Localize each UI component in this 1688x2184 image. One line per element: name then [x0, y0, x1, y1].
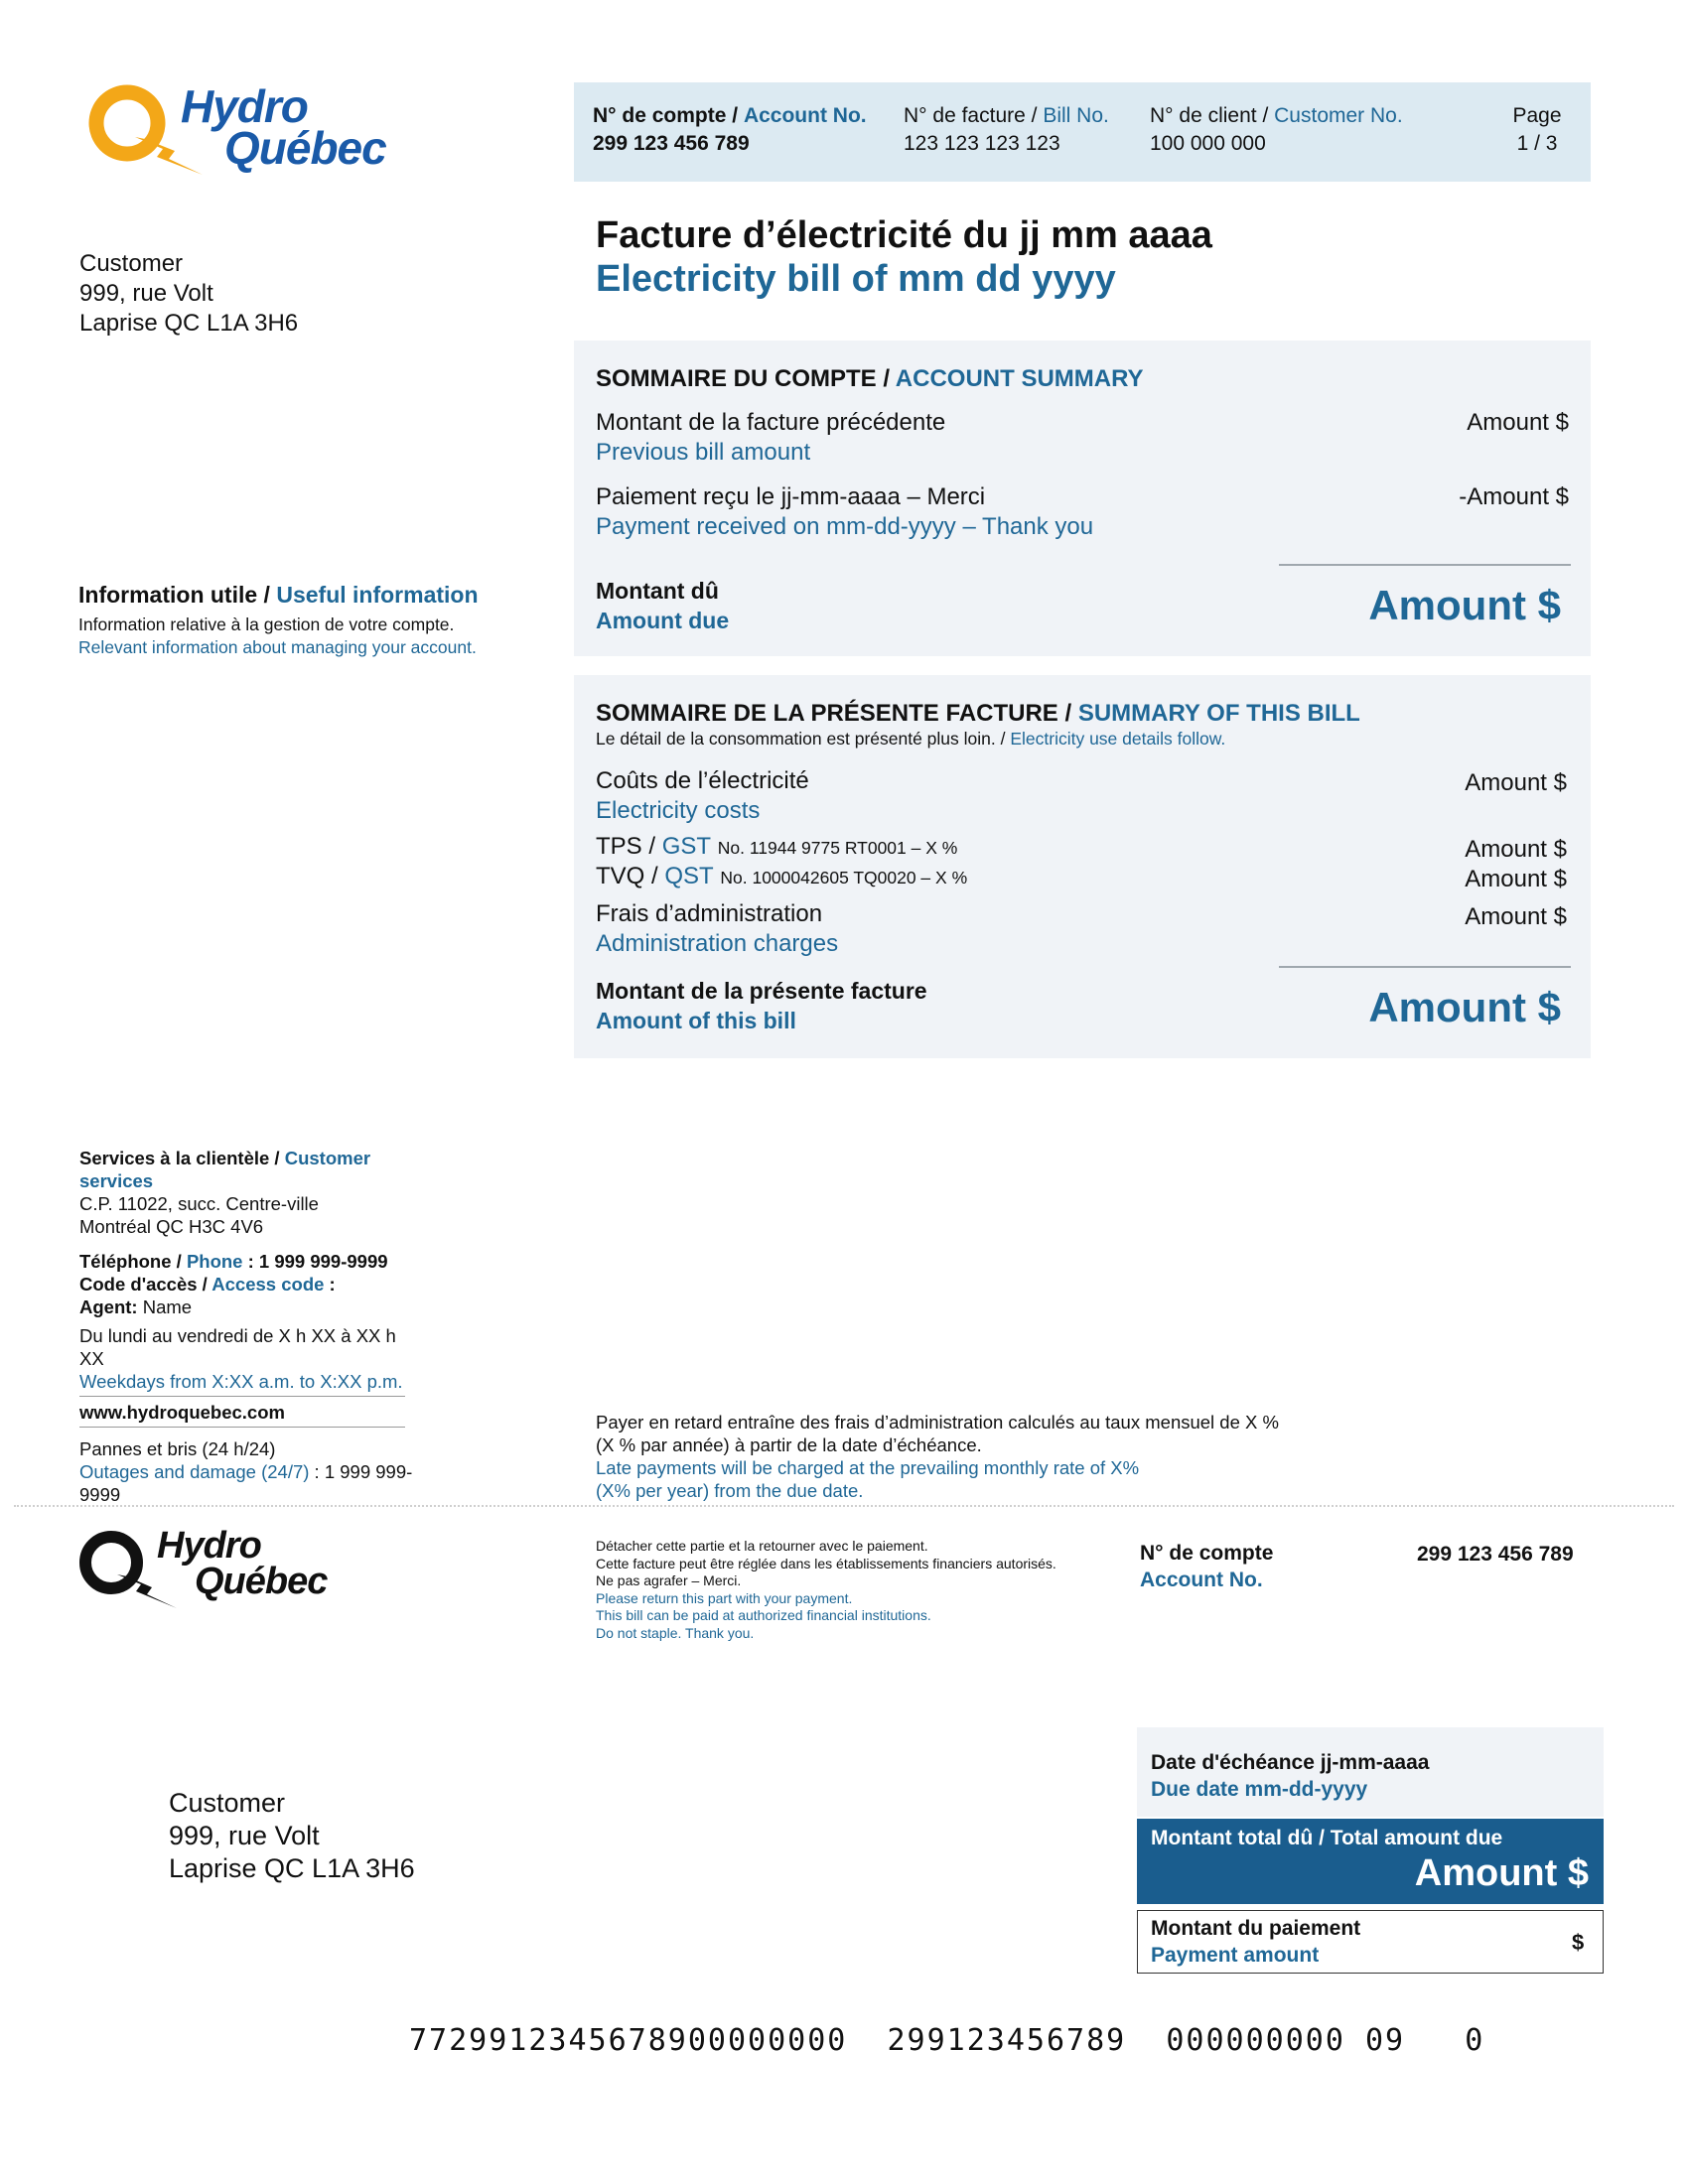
stub-account-label — [1140, 1540, 1273, 1593]
divider — [1279, 564, 1571, 566]
useful-info-heading-en: Useful information — [276, 582, 479, 608]
total-due-label: Montant total dû / Total amount due — [1151, 1827, 1503, 1849]
cs-hours-en: Weekdays from X:XX a.m. to X:XX p.m. — [79, 1371, 403, 1392]
cs-agent-name: Name — [142, 1297, 193, 1317]
amount-due-row — [596, 576, 729, 635]
admin-charges-label-fr: Frais d’administration — [596, 900, 823, 927]
cs-website-link[interactable]: www.hydroquebec.com — [79, 1402, 285, 1423]
divider — [79, 1396, 405, 1397]
divider — [79, 1427, 405, 1428]
tps-label: TPS — [596, 833, 642, 860]
bill-summary-heading-fr: SOMMAIRE DE LA PRÉSENTE FACTURE — [596, 700, 1058, 727]
qst-number: No. 1000042605 TQ0020 – X % — [720, 868, 968, 887]
tvq-label: TVQ — [596, 863, 645, 889]
header-customer: N° de client / Customer No. 100 000 000 — [1150, 102, 1403, 158]
bill-title-fr: Facture d’électricité du jj mm aaaa — [596, 214, 1212, 256]
stub-account-number: 299 123 456 789 — [1417, 1543, 1574, 1566]
logo-word-hydro: Hydro — [181, 80, 308, 132]
logo-word-quebec: Québec — [224, 122, 386, 174]
address-city: Laprise QC L1A 3H6 — [169, 1853, 415, 1883]
account-summary-heading-en: ACCOUNT SUMMARY — [895, 365, 1144, 392]
customer-address — [79, 249, 298, 339]
cs-phone-number: : 1 999 999-9999 — [247, 1251, 388, 1272]
useful-info-text-fr: Information relative à la gestion de votre compte. — [78, 614, 455, 634]
bill-title-en: Electricity bill of mm dd yyyy — [596, 258, 1116, 300]
micr-code-line: 7729912345678900000000 299123456789 000000000 09 0 — [409, 2023, 1485, 2058]
customer-number: 100 000 000 — [1150, 132, 1266, 155]
useful-info-heading-fr: Information utile — [78, 582, 258, 608]
amount-due-value: Amount $ — [1368, 582, 1561, 628]
bill-summary-heading-en: SUMMARY OF THIS BILL — [1077, 700, 1360, 727]
gst-label: GST — [661, 833, 712, 860]
hydro-quebec-logo — [85, 79, 393, 179]
bill-total-label-fr: Montant de la présente facture — [596, 978, 927, 1004]
late-payment-notice — [596, 1411, 1279, 1502]
header-bill: N° de facture / Bill No. 123 123 123 123 — [904, 102, 1109, 158]
bill-label-en: Bill No. — [1043, 104, 1109, 127]
electricity-costs-amount: Amount $ — [1465, 769, 1567, 796]
useful-info: Information utile / Useful information Information relative à la gestion de votre compte. Relevant information about managing your account. — [78, 582, 479, 657]
bill-summary-heading: SOMMAIRE DE LA PRÉSENTE FACTURE / SUMMARY OF THIS BILL — [596, 700, 1360, 727]
previous-bill-label-en: Previous bill amount — [596, 439, 811, 466]
admin-charges-label-en: Administration charges — [596, 930, 839, 957]
electricity-costs-row — [596, 766, 809, 826]
stub-account-label-en: Account No. — [1140, 1569, 1263, 1591]
qst-row: TVQ / QST No. 1000042605 TQ0020 – X % — [596, 863, 968, 889]
amount-due-label-en: Amount due — [596, 608, 730, 633]
bill-number: 123 123 123 123 — [904, 132, 1060, 155]
qst-label: QST — [664, 863, 714, 889]
electricity-costs-label-fr: Coûts de l’électricité — [596, 767, 809, 794]
total-due-amount: Amount $ — [1414, 1852, 1589, 1894]
account-summary-heading-fr: SOMMAIRE DU COMPTE — [596, 365, 877, 392]
payment-received-row — [596, 482, 1093, 542]
address-city: Laprise QC L1A 3H6 — [79, 310, 299, 337]
stub-instr-fr1: Détacher cette partie et la retourner avec le paiement. — [596, 1538, 928, 1554]
cs-phone-label-en: Phone — [186, 1251, 243, 1272]
useful-info-text-en: Relevant information about managing your account. — [78, 637, 477, 657]
account-label-en: Account No. — [743, 104, 867, 127]
cs-outages-phone: : 1 999 999-9999 — [79, 1461, 413, 1505]
header-page — [1497, 102, 1577, 158]
cs-hours-fr: Du lundi au vendredi de X h XX à XX h XX — [79, 1325, 396, 1369]
gst-row: TPS / GST No. 11944 9775 RT0001 – X % — [596, 833, 958, 860]
stub-instr-fr2: Cette facture peut être réglée dans les établissements financiers autorisés. — [596, 1555, 1056, 1571]
bill-total-value: Amount $ — [1368, 984, 1561, 1030]
payment-dollar-sign: $ — [1572, 1930, 1585, 1955]
bill-summary-sub-fr: Le détail de la consommation est présenté plus loin. — [596, 729, 996, 749]
page-number: 1 / 3 — [1516, 132, 1558, 155]
payment-amount-label — [1151, 1915, 1360, 1969]
stub-instructions — [596, 1538, 1056, 1642]
address-name: Customer — [79, 250, 184, 277]
stub-account-label-fr: N° de compte — [1140, 1542, 1274, 1565]
cs-heading-en: Customer services — [79, 1148, 371, 1191]
logo-word-hydro: Hydro — [157, 1525, 261, 1567]
cs-phone-label-fr: Téléphone — [79, 1251, 172, 1272]
customer-services: Services à la clientèle / Customer services C.P. 11022, succ. Centre-ville Montréal QC H3C 4V6 Téléphone / Phone : 1 999 999-9999 Code d'accès / Access code : Agent: Name Du lundi au vendredi de X h XX à XX h XX Weekdays from X:XX a.m. to X:XX p.m. www.hydroquebec.com Pannes et bris (24 h/24) Outages and damage (24/7) : 1 999 999-9999 — [79, 1147, 417, 1506]
account-summary-heading: SOMMAIRE DU COMPTE / ACCOUNT SUMMARY — [596, 365, 1144, 392]
gst-number: No. 11944 9775 RT0001 – X % — [717, 838, 958, 858]
hydro-quebec-logo-stub — [77, 1525, 346, 1614]
due-date-fr: Date d'échéance jj-mm-aaaa — [1151, 1751, 1430, 1774]
account-number: 299 123 456 789 — [593, 132, 750, 155]
tear-line — [14, 1505, 1674, 1507]
stub-customer-address — [169, 1787, 415, 1885]
cs-outages-fr: Pannes et bris (24 h/24) — [79, 1438, 276, 1459]
due-date-en: Due date mm-dd-yyyy — [1151, 1778, 1368, 1801]
previous-bill-amount: Amount $ — [1467, 409, 1569, 436]
cs-access-label-en: Access code — [211, 1274, 325, 1295]
payment-amount-label-fr: Montant du paiement — [1151, 1917, 1361, 1940]
payment-amount-label-en: Payment amount — [1151, 1944, 1320, 1967]
bill-label-fr: N° de facture — [904, 104, 1026, 127]
cs-outages-en: Outages and damage (24/7) — [79, 1461, 310, 1482]
cs-address-line2: Montréal QC H3C 4V6 — [79, 1216, 264, 1237]
divider — [1279, 966, 1571, 968]
stub-instr-en1: Please return this part with your payment. — [596, 1589, 853, 1606]
stub-instr-en2: This bill can be paid at authorized financial institutions. — [596, 1607, 931, 1623]
bill-summary-sub-en: Electricity use details follow. — [1010, 729, 1226, 749]
previous-bill-label-fr: Montant de la facture précédente — [596, 409, 946, 436]
header-account: N° de compte / Account No. 299 123 456 789 — [593, 102, 867, 158]
payment-received-label-fr: Paiement reçu le jj-mm-aaaa – Merci — [596, 483, 986, 510]
account-header-bar — [574, 82, 1591, 182]
amount-due-label-fr: Montant dû — [596, 578, 719, 604]
due-date — [1151, 1749, 1429, 1803]
gst-amount: Amount $ — [1465, 836, 1567, 863]
cs-access-label-fr: Code d'accès — [79, 1274, 198, 1295]
cs-agent-label: Agent: — [79, 1297, 138, 1317]
stub-instr-fr3: Ne pas agrafer – Merci. — [596, 1572, 742, 1588]
cs-address-line1: C.P. 11022, succ. Centre-ville — [79, 1193, 319, 1214]
late-notice-fr2: (X % par année) à partir de la date d’échéance. — [596, 1434, 982, 1455]
address-name: Customer — [169, 1788, 286, 1818]
bill-total-row — [596, 976, 927, 1035]
qst-amount: Amount $ — [1465, 866, 1567, 892]
late-notice-fr1: Payer en retard entraîne des frais d’administration calculés au taux mensuel de X % — [596, 1412, 1279, 1433]
admin-charges-amount: Amount $ — [1465, 903, 1567, 930]
admin-charges-row — [596, 899, 838, 959]
logo-word-quebec: Québec — [195, 1561, 328, 1602]
address-street: 999, rue Volt — [169, 1821, 320, 1850]
payment-received-label-en: Payment received on mm-dd-yyyy – Thank you — [596, 513, 1094, 540]
cs-heading-fr: Services à la clientèle — [79, 1148, 270, 1168]
page-label: Page — [1512, 104, 1562, 127]
customer-label-en: Customer No. — [1274, 104, 1403, 127]
previous-bill-row — [596, 408, 945, 468]
late-notice-en1: Late payments will be charged at the prevailing monthly rate of X% — [596, 1457, 1140, 1478]
bill-total-label-en: Amount of this bill — [596, 1008, 796, 1033]
late-notice-en2: (X% per year) from the due date. — [596, 1480, 864, 1501]
cs-access-colon: : — [329, 1274, 336, 1295]
account-label-fr: N° de compte — [593, 104, 727, 127]
bill-summary-subtitle: Le détail de la consommation est présenté plus loin. / Electricity use details follow. — [596, 729, 1226, 749]
address-street: 999, rue Volt — [79, 280, 213, 307]
payment-received-amount: -Amount $ — [1459, 483, 1569, 510]
stub-instr-en3: Do not staple. Thank you. — [596, 1624, 755, 1641]
electricity-costs-label-en: Electricity costs — [596, 797, 761, 824]
customer-label-fr: N° de client — [1150, 104, 1257, 127]
